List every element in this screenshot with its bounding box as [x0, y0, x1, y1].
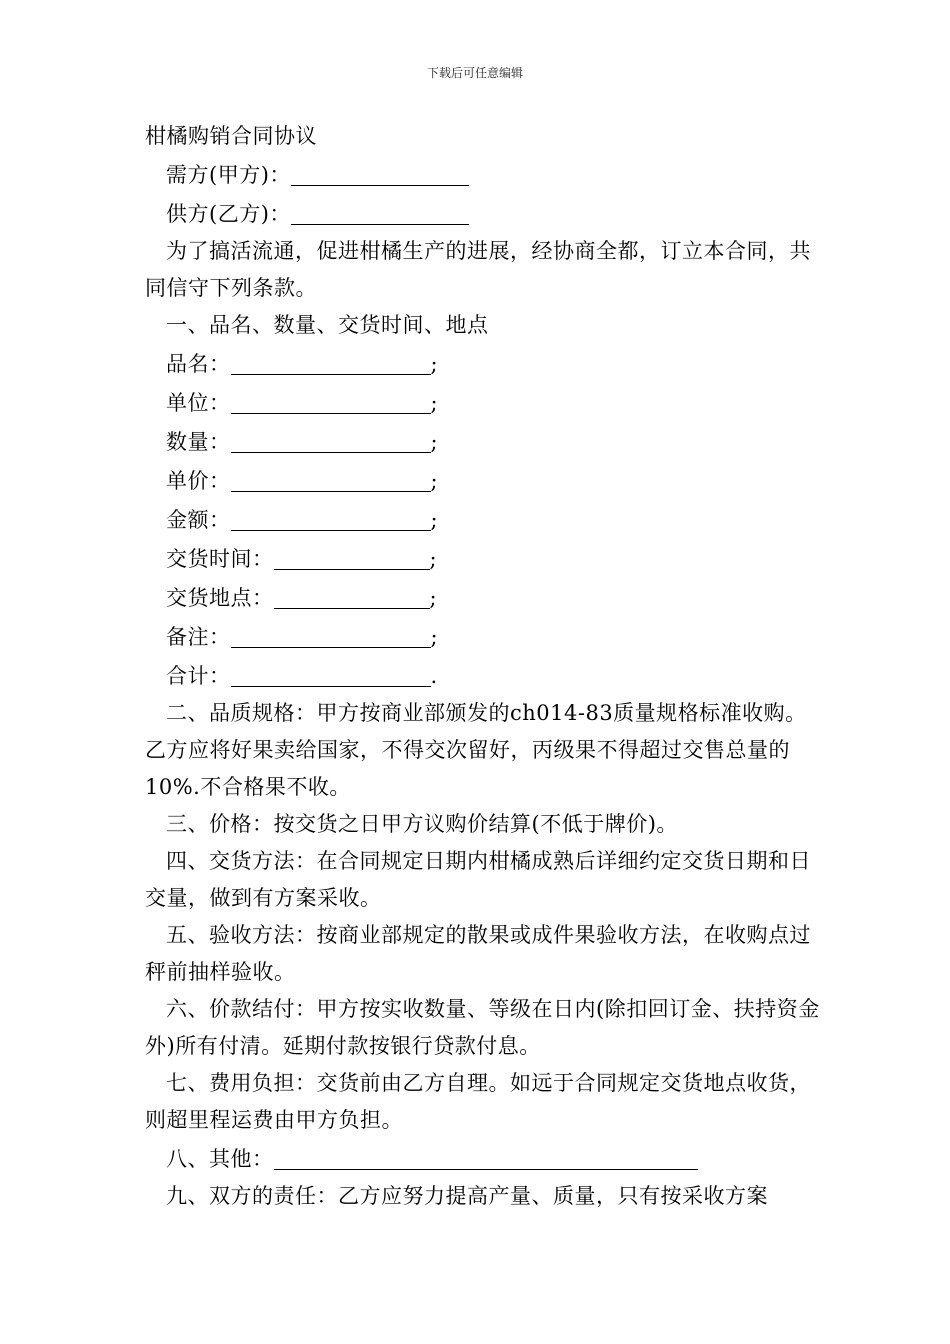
clause-responsibility: 九、双方的责任：乙方应努力提高产量、质量，只有按采收方案 [166, 1184, 768, 1208]
field-unit: 单位： ; [145, 383, 825, 422]
clause-delivery-method: 四、交货方法：在合同规定日期内柑橘成熟后详细约定交货日期和日交量，做到有方案采收。 [145, 849, 811, 910]
field-delivery-place: 交货地点： ; [145, 578, 825, 617]
field-product-name: 品名： ; [145, 344, 825, 383]
clause-quality: 二、品质规格：甲方按商业部颁发的ch014-83质量规格标准收购。乙方应将好果卖给国家，不得交次留好，丙级果不得超过交售总量的10%.不合格果不收。 [145, 701, 807, 799]
clause-expenses: 七、费用负担：交货前由乙方自理。如远于合同规定交货地点收货，则超里程运费由甲方负担。 [145, 1071, 811, 1132]
field-delivery-time: 交货时间： ; [145, 539, 825, 578]
clause-inspection: 五、验收方法：按商业部规定的散果或成件果验收方法，在收购点过秤前抽样验收。 [145, 923, 811, 984]
field-remarks: 备注： ; [145, 617, 825, 656]
contract-document [145, 118, 825, 1215]
seller-blank [291, 198, 469, 225]
field-unit-price: 单价： ; [145, 461, 825, 500]
clause-payment: 六、价款结付：甲方按实收数量、等级在日内(除扣回订金、扶持资金外)所有付清。延期付款按银行贷款付息。 [145, 997, 820, 1058]
section1-heading: 一、品名、数量、交货时间、地点 [166, 313, 489, 337]
seller-line [145, 194, 825, 233]
field-quantity: 数量： ; [145, 422, 825, 461]
other-blank [274, 1143, 698, 1170]
clause-price: 三、价格：按交货之日甲方议购价结算(不低于牌价)。 [166, 812, 678, 836]
field-amount: 金额： ; [145, 500, 825, 539]
intro-paragraph: 为了搞活流通，促进柑橘生产的进展，经协商全都，订立本合同，共同信守下列条款。 [145, 239, 811, 300]
page-header: 下载后可任意编辑 [426, 66, 523, 80]
seller-label: 供方(乙方)： [166, 202, 291, 226]
buyer-label: 需方(甲方)： [166, 163, 291, 187]
field-total: 合计： . [145, 656, 825, 695]
clause-other: 八、其他： [145, 1139, 825, 1178]
buyer-line [145, 155, 825, 194]
document-title: 柑橘购销合同协议 [145, 124, 317, 148]
buyer-blank [291, 159, 469, 186]
